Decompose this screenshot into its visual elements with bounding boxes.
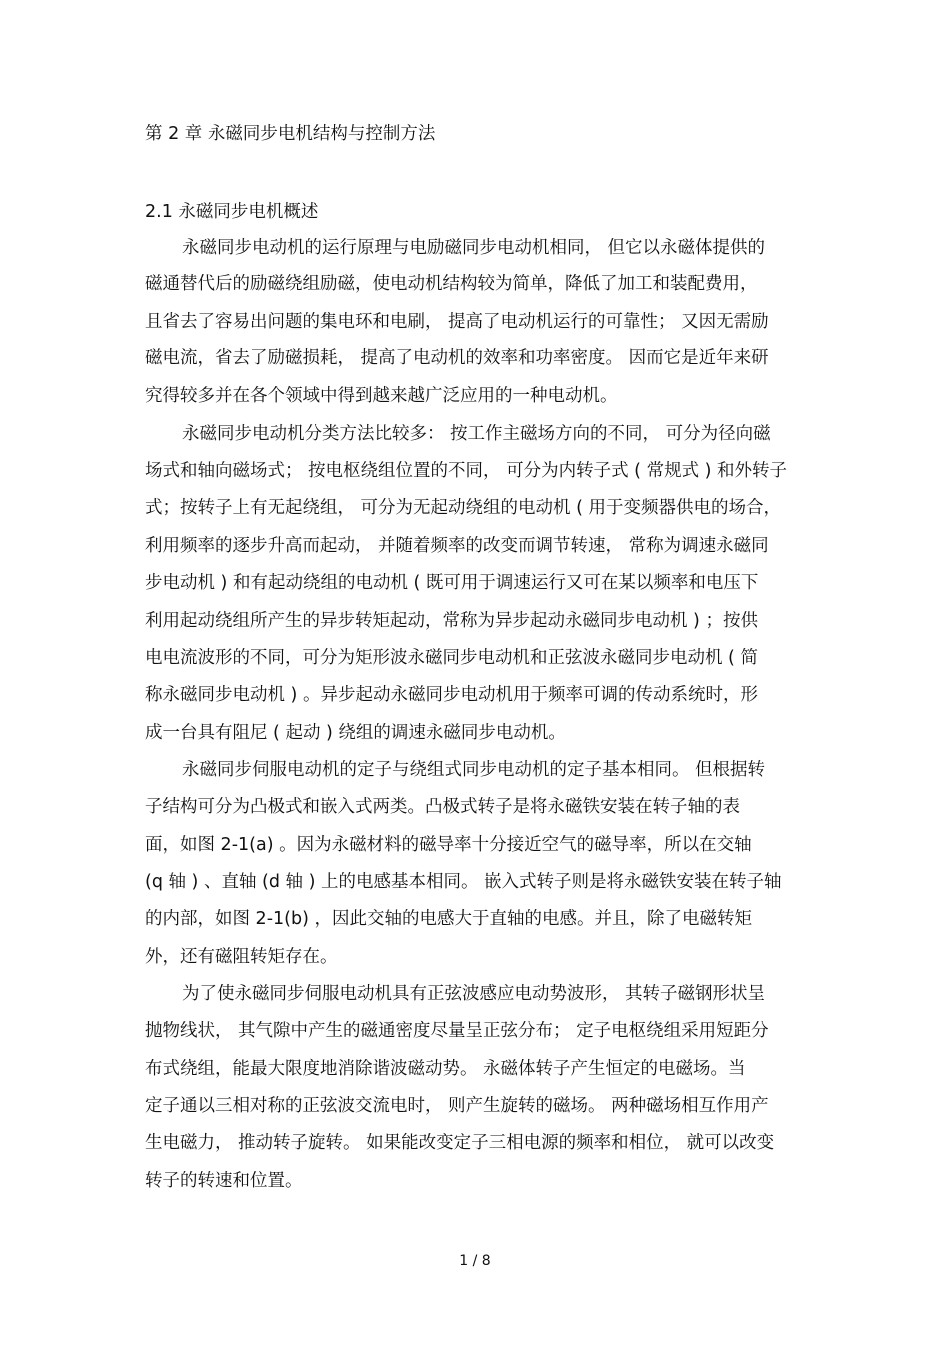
paragraph-line: 场式和轴向磁场式； 按电枢绕组位置的不同， 可分为内转子式 ( 常规式 ) 和外转子 [145,461,788,481]
paragraph-line: 成一台具有阻尼 ( 起动 ) 绕组的调速永磁同步电动机。 [145,723,566,743]
paragraph-line: 究得较多并在各个领域中得到越来越广泛应用的一种电动机。 [145,386,618,406]
paragraph-line: 永磁同步电动机分类方法比较多： 按工作主磁场方向的不同， 可分为径向磁 [182,424,771,444]
paragraph-line: 步电动机 ) 和有起动绕组的电动机 ( 既可用于调速运行又可在某以频率和电压下 [145,573,759,593]
section-title: 2.1 永磁同步电机概述 [145,202,319,222]
chapter-title: 第 2 章 永磁同步电机结构与控制方法 [145,124,436,144]
paragraph-line: 利用频率的逐步升高而起动， 并随着频率的改变而调节转速， 常称为调速永磁同 [145,536,769,556]
paragraph-line: 利用起动绕组所产生的异步转矩起动，常称为异步起动永磁同步电动机 ) ；按供 [145,611,758,631]
paragraph-line: 称永磁同步电动机 ) 。异步起动永磁同步电动机用于频率可调的传动系统时，形 [145,685,758,705]
paragraph-line: 式；按转子上有无起绕组， 可分为无起动绕组的电动机 ( 用于变频器供电的场合， [145,498,782,518]
paragraph-line: 定子通以三相对称的正弦波交流电时， 则产生旋转的磁场。 两种磁场相互作用产 [145,1096,769,1116]
paragraph-line: 布式绕组，能最大限度地消除谐波磁动势。 永磁体转子产生恒定的电磁场。当 [145,1059,746,1079]
paragraph-line: 磁通替代后的励磁绕组励磁，使电动机结构较为简单，降低了加工和装配费用， [145,274,758,294]
paragraph-line: 生电磁力， 推动转子旋转。 如果能改变定子三相电源的频率和相位， 就可以改变 [145,1133,775,1153]
paragraph-line: 抛物线状， 其气隙中产生的磁通密度尽量呈正弦分布； 定子电枢绕组采用短距分 [145,1021,769,1041]
paragraph-line: 且省去了容易出问题的集电环和电刷， 提高了电动机运行的可靠性； 又因无需励 [145,312,769,332]
paragraph-line: 永磁同步伺服电动机的定子与绕组式同步电动机的定子基本相同。 但根据转 [182,760,766,780]
paragraph-line: 为了使永磁同步伺服电动机具有正弦波感应电动势波形， 其转子磁钢形状呈 [182,984,766,1004]
paragraph-line: 转子的转速和位置。 [145,1171,303,1191]
paragraph-line: 永磁同步电动机的运行原理与电励磁同步电动机相同， 但它以永磁体提供的 [182,238,766,258]
paragraph-line: 磁电流，省去了励磁损耗， 提高了电动机的效率和功率密度。 因而它是近年来研 [145,348,769,368]
paragraph-line: 子结构可分为凸极式和嵌入式两类。凸极式转子是将永磁铁安装在转子轴的表 [145,797,740,817]
paragraph-line: 电电流波形的不同，可分为矩形波永磁同步电动机和正弦波永磁同步电动机 ( 简 [145,648,758,668]
paragraph-line: 的内部，如图 2-1(b) ，因此交轴的电感大于直轴的电感。并且，除了电磁转矩 [145,909,752,929]
paragraph-line: 外，还有磁阻转矩存在。 [145,947,338,967]
paragraph-line: (q 轴 ) 、直轴 (d 轴 ) 上的电感基本相同。 嵌入式转子则是将永磁铁安装在转子轴 [145,872,782,892]
paragraph-line: 面，如图 2-1(a) 。因为永磁材料的磁导率十分接近空气的磁导率，所以在交轴 [145,835,752,855]
page-number: 1 / 8 [459,1253,491,1269]
